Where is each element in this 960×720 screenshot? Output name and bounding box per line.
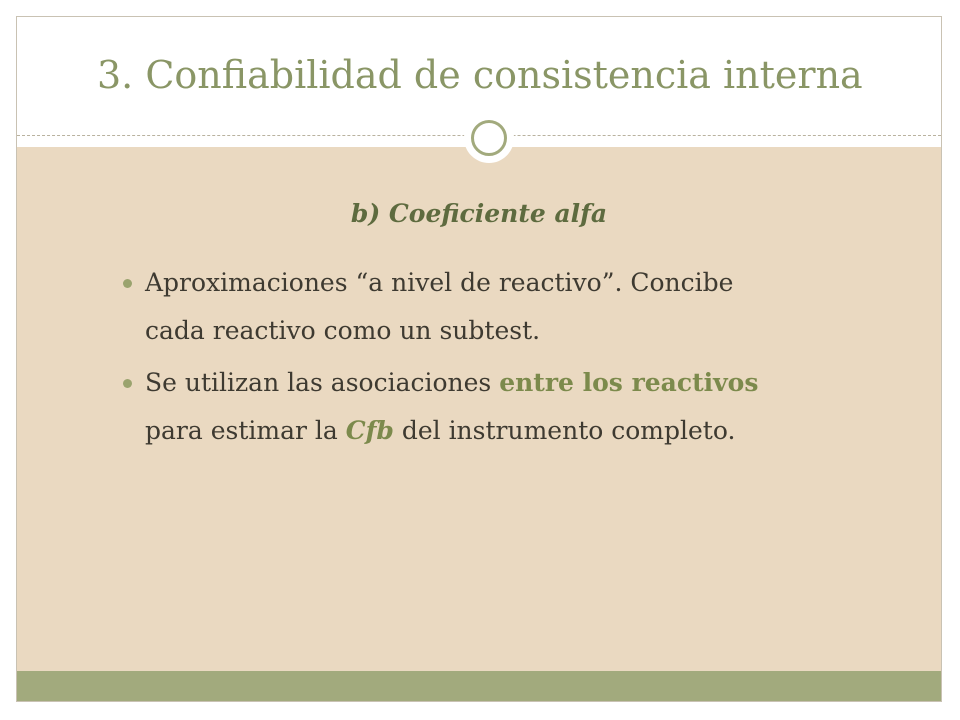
bullet-list: [123, 259, 763, 459]
bullet-text: Aproximaciones “a nivel de reactivo”. Concibe cada reactivo como un subtest.: [145, 268, 734, 345]
slide-subtitle: b) Coeficiente alfa: [350, 199, 608, 228]
slide-frame: [16, 16, 942, 702]
ornament-ring: [471, 120, 507, 156]
bullet-item: [123, 259, 763, 355]
footer-band: [17, 671, 941, 701]
bullet-text-part: del instrumento completo.: [393, 416, 736, 445]
bullet-item: [123, 359, 763, 455]
bullet-text-part: Se utilizan las asociaciones: [145, 368, 500, 397]
highlight-italic-text: Cfb: [345, 416, 394, 445]
bullet-dot-icon: [123, 279, 132, 288]
slide-title: 3. Confiabilidad de consistencia interna: [97, 53, 863, 97]
circle-ornament-icon: [464, 113, 514, 163]
bullet-text-part: para estimar la: [145, 416, 346, 445]
highlight-text: entre los reactivos: [499, 368, 759, 397]
bullet-dot-icon: [123, 379, 132, 388]
